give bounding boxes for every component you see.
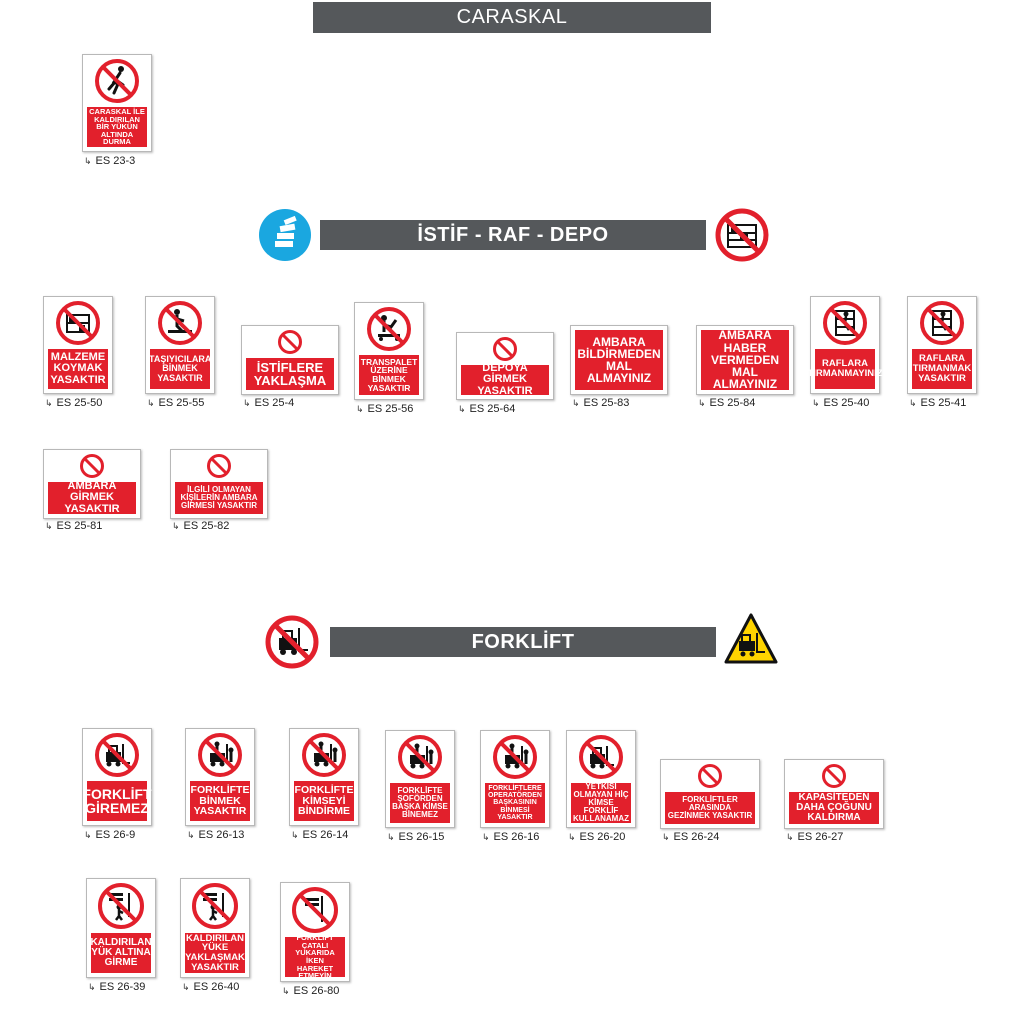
prohibition-icon (492, 336, 518, 362)
sign-es-26-15 (385, 730, 455, 828)
product-code: ↳ ES 25-83 (572, 397, 630, 409)
sign-text: RAFLARA TIRMANMAK YASAKTIR (912, 349, 972, 389)
sign-es-26-13 (185, 728, 255, 826)
sign-es-25-81 (43, 449, 141, 519)
sign-text: FORKLİFT GİREMEZ (87, 781, 147, 821)
product-code: ↳ ES 25-56 (356, 403, 414, 415)
no-material-storage-icon (55, 300, 101, 346)
section-title-forklift: FORKLİFT (330, 627, 716, 657)
product-code: ↳ ES 26-14 (291, 829, 349, 841)
sign-text: CARASKAL İLE KALDIRILAN BİR YÜKÜN ALTINDA DURMA (87, 107, 147, 147)
sign-es-25-50 (43, 296, 113, 394)
sign-es-25-84 (696, 325, 794, 395)
sign-es-25-56 (354, 302, 424, 400)
sign-es-26-24 (660, 759, 760, 829)
sign-es-26-27 (784, 759, 884, 829)
sign-text: DEPOYA GİRMEK YASAKTIR (461, 365, 549, 395)
no-person-under-load-icon (94, 58, 140, 104)
no-standing-under-load-icon (97, 882, 145, 930)
sign-text: FORKLİFTE ŞOFÖRDEN BAŞKA KİMSE BİNEMEZ (390, 783, 450, 823)
sign-es-26-39 (86, 878, 156, 978)
sign-text: TRANSPALET ÜZERİNE BİNMEK YASAKTIR (359, 355, 419, 395)
no-approaching-load-icon (191, 882, 239, 930)
sign-es-26-14 (289, 728, 359, 826)
sign-text: RAFLARA TIRMANMAYINIZ (815, 349, 875, 389)
no-passenger-forklift-icon (397, 734, 443, 780)
no-climbing-shelves-icon (822, 300, 868, 346)
sign-text: FORKLİFTLERE OPERATÖRDEN BAŞKASININ BİNMESİ YASAKTIR (485, 783, 545, 823)
stacked-boxes-icon (258, 208, 312, 267)
sign-text: AMBARA HABER VERMEDEN MAL ALMAYINIZ (701, 330, 789, 390)
product-code: ↳ ES 26-39 (88, 981, 146, 993)
product-code: ↳ ES 26-20 (568, 831, 626, 843)
sign-text: KALDIRILAN YÜK ALTINA GİRME (91, 933, 151, 973)
section-title-caraskal: CARASKAL (313, 2, 711, 33)
product-code: ↳ ES 25-4 (243, 397, 295, 409)
no-climbing-shelves-icon (919, 300, 965, 346)
product-code: ↳ ES 26-24 (662, 831, 720, 843)
product-code: ↳ ES 25-41 (909, 397, 967, 409)
product-code: ↳ ES 25-82 (172, 520, 230, 532)
sign-text: FORKLİFTE KİMSEYİ BİNDİRME (294, 781, 354, 821)
sign-text: AMBARA BİLDİRMEDEN MAL ALMAYINIZ (575, 330, 663, 390)
sign-es-25-40 (807, 296, 883, 394)
sign-es-26-20 (566, 730, 636, 828)
sign-text: YETKİSİ OLMAYAN HİÇ KİMSE FORKLİF KULLANAMAZ (573, 781, 629, 824)
no-unauthorized-forklift-icon (578, 734, 624, 780)
product-code: ↳ ES 26-15 (387, 831, 445, 843)
product-code: ↳ ES 26-13 (187, 829, 245, 841)
product-code: ↳ ES 25-84 (698, 397, 756, 409)
sign-text: KAPASİTEDEN DAHA ÇOĞUNU KALDIRMA (789, 792, 879, 824)
sign-es-26-40 (180, 878, 250, 978)
raised-fork-prohibition-icon (291, 886, 339, 934)
sign-es-23-3 (82, 54, 152, 152)
sign-es-25-64 (456, 332, 554, 400)
sign-es-25-82 (170, 449, 268, 519)
section-title-istif-raf-depo: İSTİF - RAF - DEPO (320, 220, 706, 250)
no-forklift-icon (94, 732, 140, 778)
product-code: ↳ ES 23-3 (84, 155, 136, 167)
no-forklift-icon (264, 614, 320, 675)
no-riding-pallet-truck-icon (366, 306, 412, 352)
sign-text: İSTİFLERE YAKLAŞMA (246, 358, 334, 390)
sign-text: FORKLİFTE BİNMEK YASAKTIR (190, 781, 250, 821)
no-riding-forklift-icon (197, 732, 243, 778)
sign-es-25-4 (241, 325, 339, 395)
prohibition-icon (697, 763, 723, 789)
product-code: ↳ ES 25-50 (45, 397, 103, 409)
sign-es-26-9 (82, 728, 152, 826)
forklift-warning-icon (723, 611, 779, 672)
sign-es-25-83 (570, 325, 668, 395)
prohibition-icon (821, 763, 847, 789)
prohibition-icon (277, 329, 303, 355)
no-riding-conveyor-icon (157, 300, 203, 346)
product-code: ↳ ES 26-80 (282, 985, 340, 997)
product-code: ↳ ES 26-9 (84, 829, 136, 841)
sign-text: TAŞIYICILARA BİNMEK YASAKTIR (150, 349, 210, 389)
sign-es-26-16 (480, 730, 550, 828)
product-code: ↳ ES 26-27 (786, 831, 844, 843)
product-code: ↳ ES 25-55 (147, 397, 205, 409)
product-code: ↳ ES 25-81 (45, 520, 103, 532)
sign-text: MALZEME KOYMAK YASAKTIR (48, 349, 108, 389)
no-passenger-forklift-icon (301, 732, 347, 778)
no-shelf-access-icon (714, 207, 770, 268)
sign-es-25-55 (145, 296, 215, 394)
sign-text: FORKLİFTLER ARASINDA GEZİNMEK YASAKTIR (665, 792, 755, 824)
prohibition-icon (206, 453, 232, 479)
product-code: ↳ ES 25-40 (812, 397, 870, 409)
product-code: ↳ ES 26-40 (182, 981, 240, 993)
sign-text: AMBARA GİRMEK YASAKTIR (48, 482, 136, 514)
product-code: ↳ ES 25-64 (458, 403, 516, 415)
sign-text: FORKLİFT ÇATALI YUKARIDA İKEN HAREKET ETMEYİN (285, 937, 345, 977)
prohibition-icon (79, 453, 105, 479)
sign-text: KALDIRILAN YÜKE YAKLAŞMAK YASAKTIR (185, 932, 245, 973)
no-passenger-forklift-icon (492, 734, 538, 780)
sign-text: İLGİLİ OLMAYAN KİŞİLERİN AMBARA GİRMESİ YASAKTIR (175, 482, 263, 514)
sign-es-26-80 (280, 882, 350, 982)
sign-es-25-41 (907, 296, 977, 394)
product-code: ↳ ES 26-16 (482, 831, 540, 843)
